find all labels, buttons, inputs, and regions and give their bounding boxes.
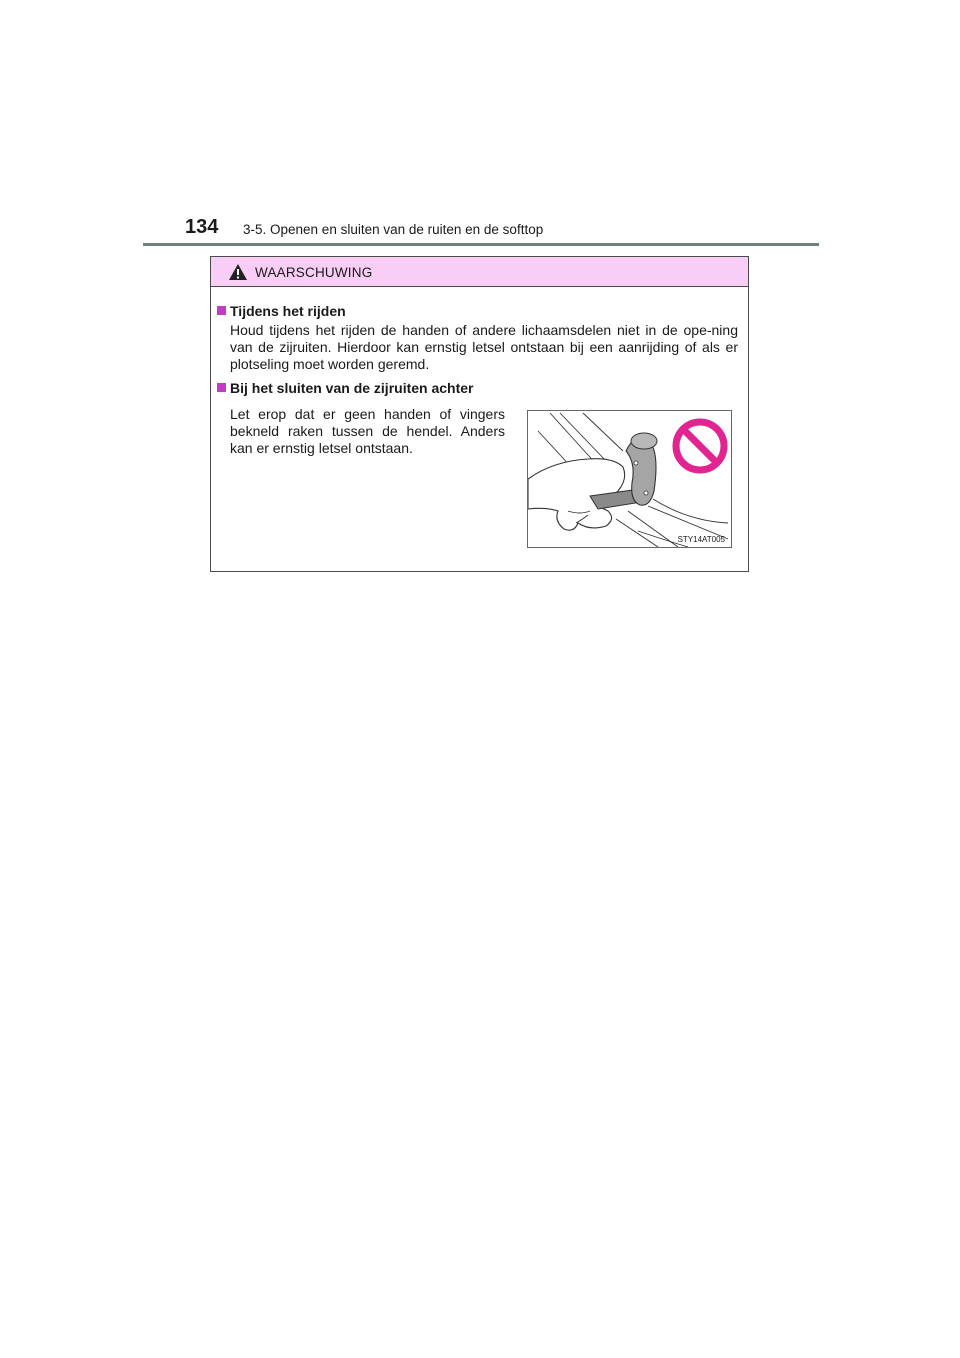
- warning-box: [210, 256, 749, 572]
- illustration-hand-on-lever: [527, 410, 732, 548]
- item-heading-text: Bij het sluiten van de zijruiten achter: [230, 380, 474, 396]
- item-body: Houd tijdens het rijden de handen of andere lichaamsdelen niet in de ope-ning van de zijruiten. Hierdoor kan ernstig letsel ontstaan bij een aanrijding of als er plotseling moet worden geremd.: [230, 322, 738, 372]
- item-heading-text: Tijdens het rijden: [230, 303, 346, 319]
- warning-item: [217, 380, 738, 396]
- section-title: 3-5. Openen en sluiten van de ruiten en de softtop: [243, 222, 544, 237]
- square-bullet-icon: [217, 306, 226, 315]
- header-divider: [143, 243, 819, 246]
- hand-lever-drawing: [528, 411, 731, 547]
- warning-item: [217, 303, 738, 373]
- no-entry-icon: [676, 422, 724, 470]
- warning-title: WAARSCHUWING: [255, 265, 373, 280]
- item-body: Let erop dat er geen handen of vingers bekneld raken tussen de hendel. Anders kan er ernstig letsel ontstaan.: [230, 406, 505, 456]
- square-bullet-icon: [217, 383, 226, 392]
- page-number: 134: [185, 216, 219, 238]
- page-header: [185, 216, 825, 244]
- item-heading: [217, 380, 738, 396]
- figure-code: STY14AT005: [677, 535, 725, 544]
- warning-header: [211, 257, 748, 287]
- item-heading: [217, 303, 738, 319]
- warning-triangle-icon: [228, 263, 248, 281]
